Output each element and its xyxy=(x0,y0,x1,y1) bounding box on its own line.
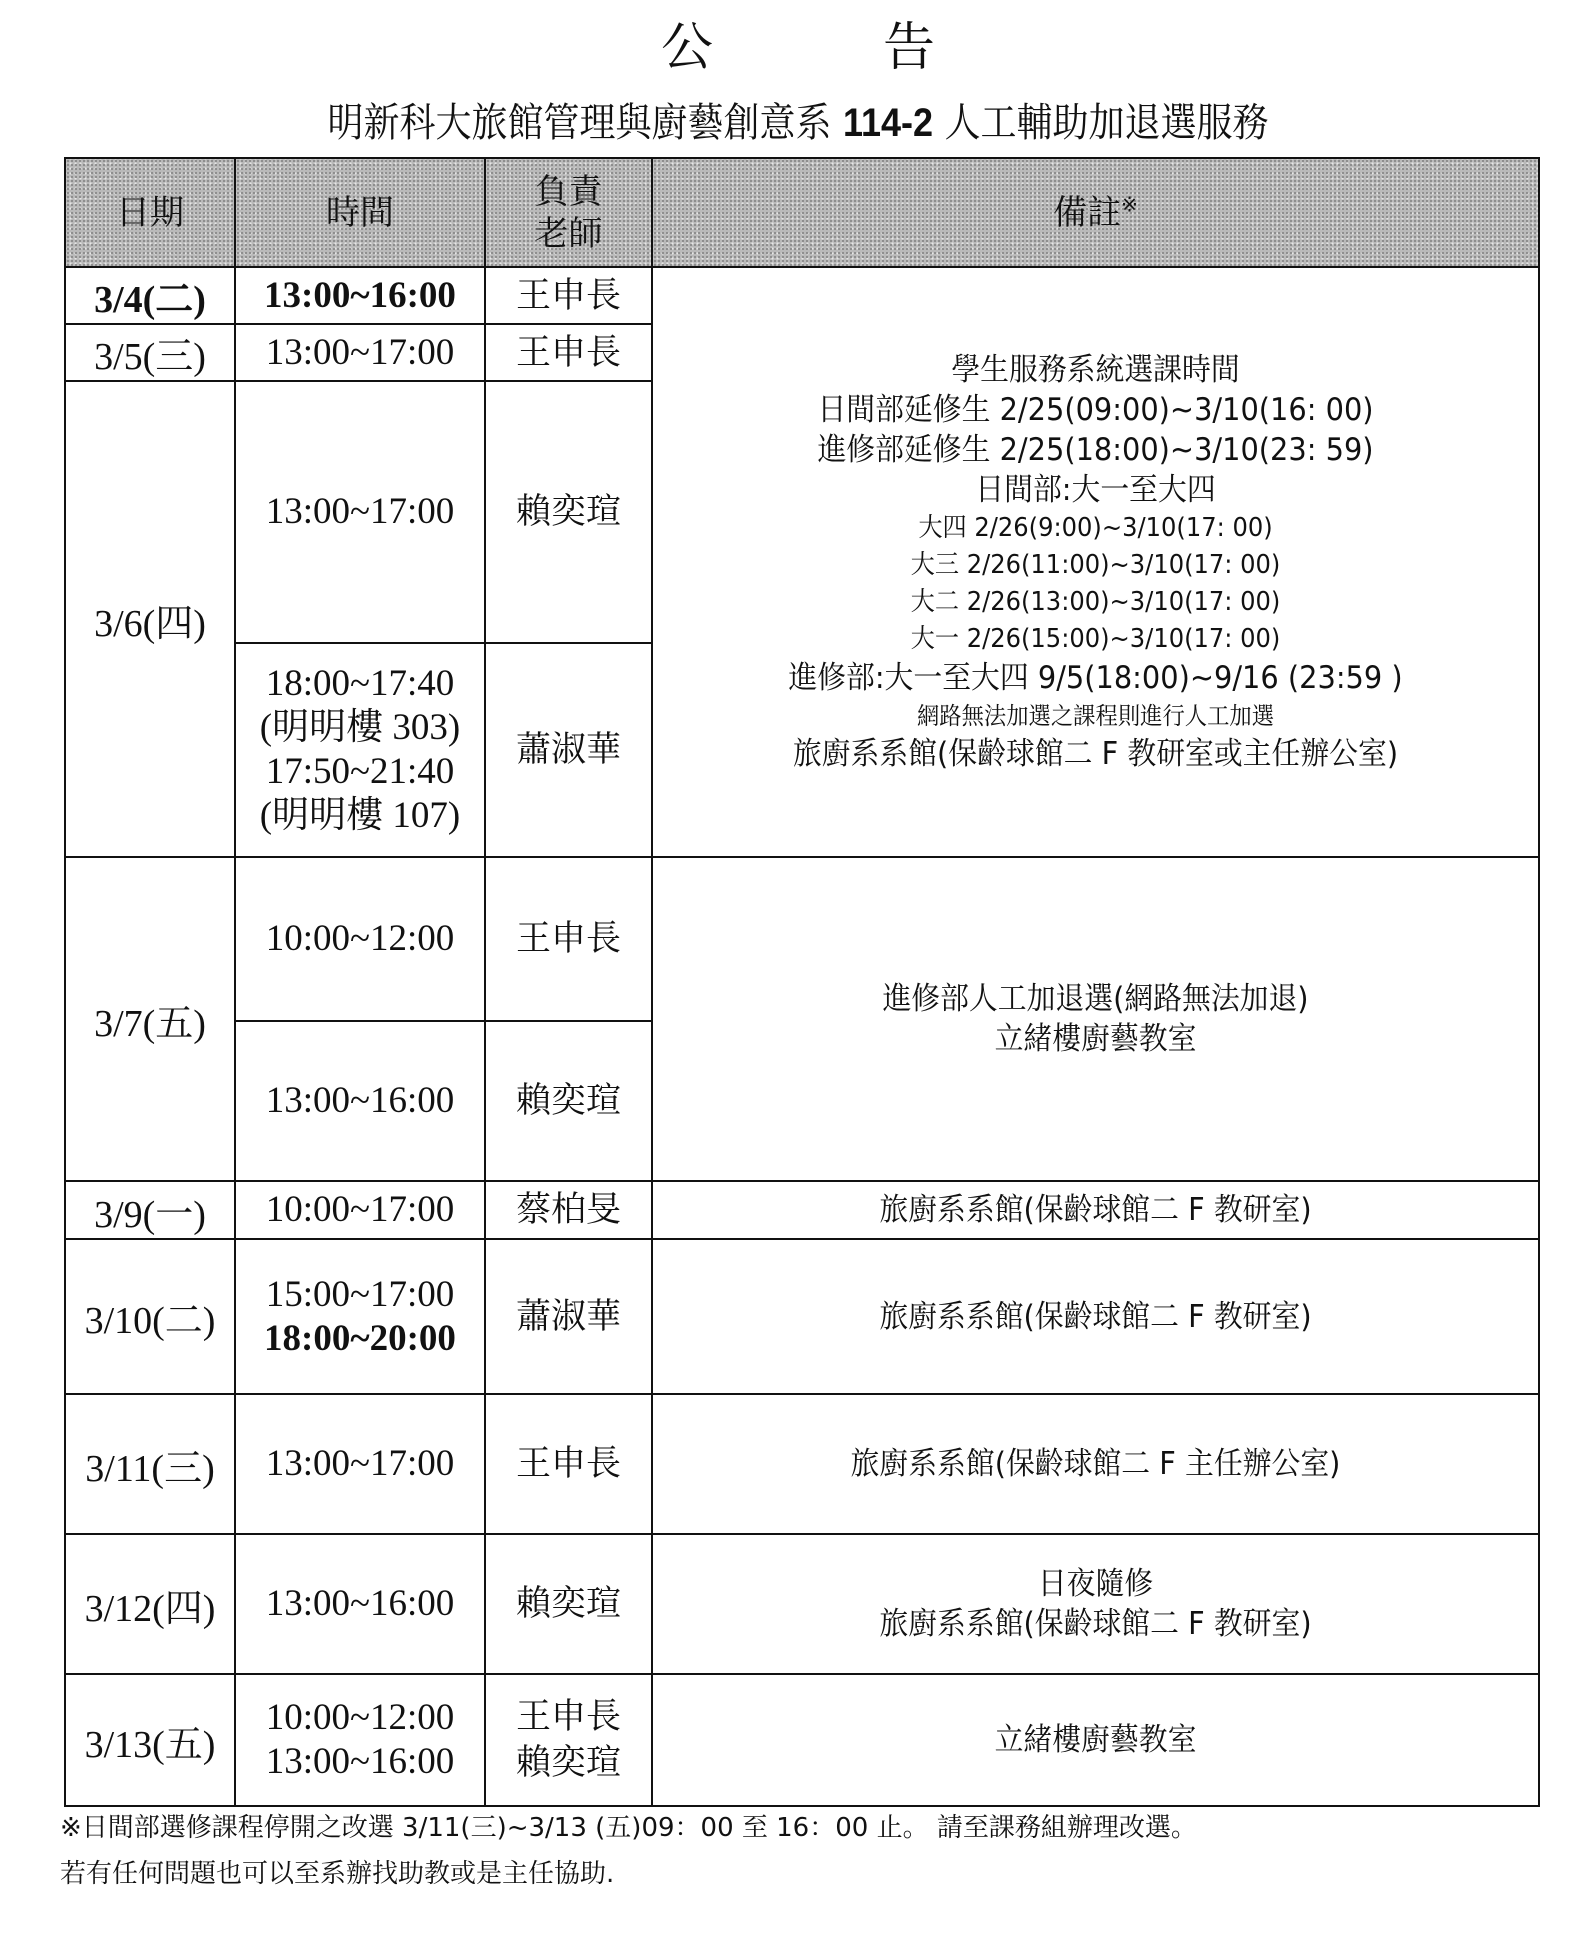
row-time: 13:00~17:00 xyxy=(235,381,485,643)
reference-mark-icon: ※ xyxy=(1121,192,1138,217)
row-teacher: 王申長 xyxy=(485,1394,652,1534)
row-teacher: 蔡柏旻 xyxy=(485,1181,652,1239)
row-notes: 旅廚系系館(保齡球館二 F 主任辦公室) xyxy=(652,1394,1539,1534)
row-time: 13:00~17:00 xyxy=(235,1394,485,1534)
row-notes: 立緒樓廚藝教室 xyxy=(652,1674,1539,1806)
row-date: 3/11(三) xyxy=(65,1394,235,1534)
header-notes: 備註※ xyxy=(652,158,1539,267)
row-teacher: 蕭淑華 xyxy=(485,643,652,857)
row-teacher: 王申長 xyxy=(485,324,652,381)
row-time: 10:00~17:00 xyxy=(235,1181,485,1239)
row-teacher: 王申長 xyxy=(485,857,652,1021)
row-teacher: 賴奕瑄 xyxy=(485,1021,652,1181)
row-date: 3/4(二) xyxy=(65,267,235,324)
row-time: 10:00~12:00 13:00~16:00 xyxy=(235,1674,485,1806)
table-row xyxy=(65,1181,1539,1239)
row-teacher: 賴奕瑄 xyxy=(485,381,652,643)
row-date: 3/13(五) xyxy=(65,1674,235,1806)
row-time: 10:00~12:00 xyxy=(235,857,485,1021)
row-notes: 日夜隨修 旅廚系系館(保齡球館二 F 教研室) xyxy=(652,1534,1539,1674)
row-date: 3/6(四) xyxy=(65,381,235,857)
row-notes: 旅廚系系館(保齡球館二 F 教研室) xyxy=(652,1239,1539,1394)
row-date: 3/9(一) xyxy=(65,1181,235,1239)
table-row xyxy=(65,857,1539,1021)
row-teacher: 蕭淑華 xyxy=(485,1239,652,1394)
notice-title: 公告 xyxy=(660,18,1105,78)
schedule-table xyxy=(64,157,1540,1807)
footnote xyxy=(60,1805,1580,1897)
footnote-line-1: ※日間部選修課程停開之改選 3/11(三)~3/13 (五)09：00 至 16：00 止。 請至課務組辦理改選。 xyxy=(60,1813,1197,1843)
row-notes: 旅廚系系館(保齡球館二 F 教研室) xyxy=(652,1181,1539,1239)
table-header-row xyxy=(65,158,1539,267)
row-notes: 進修部人工加退選(網路無法加退) 立緒樓廚藝教室 xyxy=(652,857,1539,1181)
header-date: 日期 xyxy=(65,158,235,267)
row-date: 3/10(二) xyxy=(65,1239,235,1394)
notice-subtitle xyxy=(80,98,1516,148)
row-teacher: 王申長 xyxy=(485,267,652,324)
subtitle-service: 人工輔助加退選服務 xyxy=(944,100,1269,146)
row-time: 18:00~17:40 (明明樓 303) 17:50~21:40 (明明樓 107) xyxy=(235,643,485,857)
row-notes: 學生服務系統選課時間 日間部延修生 2/25(09:00)~3/10(16: 00) 進修部延修生 2/25(18:00)~3/10(23: 59) 日間部:大一至大四 大四 2/26(9:00)~3/10(17: 00) 大三 2/26(11:00)~3/10(17: 00) 大二 2/26(13:00)~3/10(17: 00) 大一 2/26(15:00)~3/10(17: 00) 進修部:大一至大四 9/5(18:00)~9/16 (23:59 ) 網路無法加選之課程則進行人工加選 旅廚系系館(保齡球館二 F 教研室或主任辦公室) xyxy=(652,267,1539,857)
row-time: 13:00~17:00 xyxy=(235,324,485,381)
footnote-line-2: 若有任何問題也可以至系辦找助教或是主任協助. xyxy=(60,1859,615,1889)
row-time: 15:00~17:00 18:00~20:00 xyxy=(235,1239,485,1394)
table-row xyxy=(65,1394,1539,1534)
table-row xyxy=(65,1674,1539,1806)
table-row xyxy=(65,267,1539,324)
subtitle-term: 114-2 xyxy=(842,101,934,145)
subtitle-department: 明新科大旅館管理與廚藝創意系 xyxy=(327,100,832,146)
row-time: 13:00~16:00 xyxy=(235,1534,485,1674)
row-date: 3/5(三) xyxy=(65,324,235,381)
row-date: 3/7(五) xyxy=(65,857,235,1181)
header-teacher: 負責 老師 xyxy=(485,158,652,267)
header-time: 時間 xyxy=(235,158,485,267)
row-teacher: 賴奕瑄 xyxy=(485,1534,652,1674)
table-row xyxy=(65,1534,1539,1674)
table-row xyxy=(65,1239,1539,1394)
row-teacher: 王申長 賴奕瑄 xyxy=(485,1674,652,1806)
row-time: 13:00~16:00 xyxy=(235,1021,485,1181)
row-date: 3/12(四) xyxy=(65,1534,235,1674)
row-time: 13:00~16:00 xyxy=(235,267,485,324)
